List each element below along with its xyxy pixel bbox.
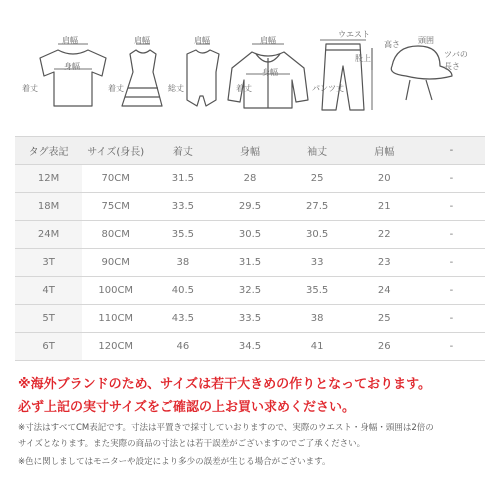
header-body: 身幅: [216, 137, 283, 165]
note-line-2: サイズとなります。また実際の商品の寸法とは若干誤差がございますのでご了承ください。: [18, 439, 366, 449]
hat-head-label: 頭囲: [418, 36, 434, 45]
table-row: [15, 193, 485, 221]
warning-line-1: ※海外ブランドのため、サイズは若干大きめの作りとなっております。: [18, 377, 432, 392]
hat-brim-label: ツバの: [444, 50, 468, 59]
shirt-shoulder-label: 肩幅: [62, 36, 78, 45]
cell-size: 80CM: [82, 221, 149, 249]
cell-extra: -: [418, 333, 485, 361]
hat-shape: [391, 46, 452, 79]
cell-size: 90CM: [82, 249, 149, 277]
table-row: [15, 305, 485, 333]
cell-size: 110CM: [82, 305, 149, 333]
header-sleeve: 袖丈: [284, 137, 351, 165]
cell-body: 30.5: [216, 221, 283, 249]
cell-size: 70CM: [82, 165, 149, 193]
cell-extra: -: [418, 165, 485, 193]
cell-body: 33.5: [216, 305, 283, 333]
cell-sleeve: 33: [284, 249, 351, 277]
cell-body: 34.5: [216, 333, 283, 361]
cell-extra: -: [418, 249, 485, 277]
cell-sleeve: 30.5: [284, 221, 351, 249]
hat-height-label: 高さ: [384, 40, 400, 49]
cell-tag: 4T: [15, 277, 82, 305]
cell-tag: 6T: [15, 333, 82, 361]
header-length: 着丈: [149, 137, 216, 165]
warning-line-2: 必ず上記の実寸サイズをご確認の上お買い求めください。: [18, 400, 355, 415]
cell-size: 120CM: [82, 333, 149, 361]
dress-shoulder-label: 肩幅: [134, 36, 150, 45]
shirt-body-label: 身幅: [64, 62, 80, 71]
cell-size: 75CM: [82, 193, 149, 221]
size-diagrams: [0, 0, 500, 135]
romper-length-label: 総丈: [168, 84, 184, 93]
note-line-3: ※色に関しましてはモニターや設定により多少の誤差が生じる場合がございます。: [18, 457, 331, 467]
jacket-length-label: 着丈: [236, 84, 252, 93]
jacket-body-label: 身幅: [262, 68, 278, 77]
table-row: [15, 277, 485, 305]
cell-sleeve: 41: [284, 333, 351, 361]
cell-shoulder: 20: [351, 165, 418, 193]
header-tag: タグ表記: [15, 137, 82, 165]
cell-tag: 18M: [15, 193, 82, 221]
jacket-shoulder-label: 肩幅: [260, 36, 276, 45]
note-line-1: ※寸法はすべてCM表記です。寸法は平置きで採寸していおりますので、実際のウエスト・身幅・頭囲は2倍の: [18, 423, 434, 433]
cell-sleeve: 38: [284, 305, 351, 333]
cell-body: 31.5: [216, 249, 283, 277]
cell-tag: 12M: [15, 165, 82, 193]
cell-extra: -: [418, 193, 485, 221]
romper-shape: [187, 50, 219, 106]
cell-shoulder: 25: [351, 305, 418, 333]
cell-shoulder: 21: [351, 193, 418, 221]
cell-size: 100CM: [82, 277, 149, 305]
cell-shoulder: 22: [351, 221, 418, 249]
cell-tag: 3T: [15, 249, 82, 277]
table-row: [15, 165, 485, 193]
pants-rise-label: 股上: [355, 54, 371, 63]
cell-extra: -: [418, 221, 485, 249]
table-row: [15, 249, 485, 277]
pants-waist-label: ウエスト: [338, 30, 370, 39]
cell-sleeve: 27.5: [284, 193, 351, 221]
pants-length-label: パンツ丈: [312, 84, 344, 93]
cell-length: 40.5: [149, 277, 216, 305]
cell-length: 46: [149, 333, 216, 361]
header-size: サイズ(身長): [82, 137, 149, 165]
table-row: [15, 221, 485, 249]
cell-body: 29.5: [216, 193, 283, 221]
cell-length: 43.5: [149, 305, 216, 333]
cell-shoulder: 26: [351, 333, 418, 361]
cell-length: 38: [149, 249, 216, 277]
romper-shoulder-label: 肩幅: [194, 36, 210, 45]
hat-brim-label-2: 長さ: [444, 62, 460, 71]
size-table: [15, 136, 485, 361]
shirt-length-label: 着丈: [22, 84, 38, 93]
cell-sleeve: 35.5: [284, 277, 351, 305]
cell-extra: -: [418, 277, 485, 305]
cell-sleeve: 25: [284, 165, 351, 193]
cell-length: 35.5: [149, 221, 216, 249]
cell-length: 33.5: [149, 193, 216, 221]
cell-tag: 24M: [15, 221, 82, 249]
cell-shoulder: 24: [351, 277, 418, 305]
cell-extra: -: [418, 305, 485, 333]
header-extra: -: [418, 137, 485, 165]
cell-length: 31.5: [149, 165, 216, 193]
table-row: [15, 333, 485, 361]
header-shoulder: 肩幅: [351, 137, 418, 165]
tshirt-shape: [40, 50, 106, 106]
cell-body: 28: [216, 165, 283, 193]
cell-body: 32.5: [216, 277, 283, 305]
cell-tag: 5T: [15, 305, 82, 333]
cell-shoulder: 23: [351, 249, 418, 277]
dress-length-label: 着丈: [108, 84, 124, 93]
table-header-row: [15, 137, 485, 165]
